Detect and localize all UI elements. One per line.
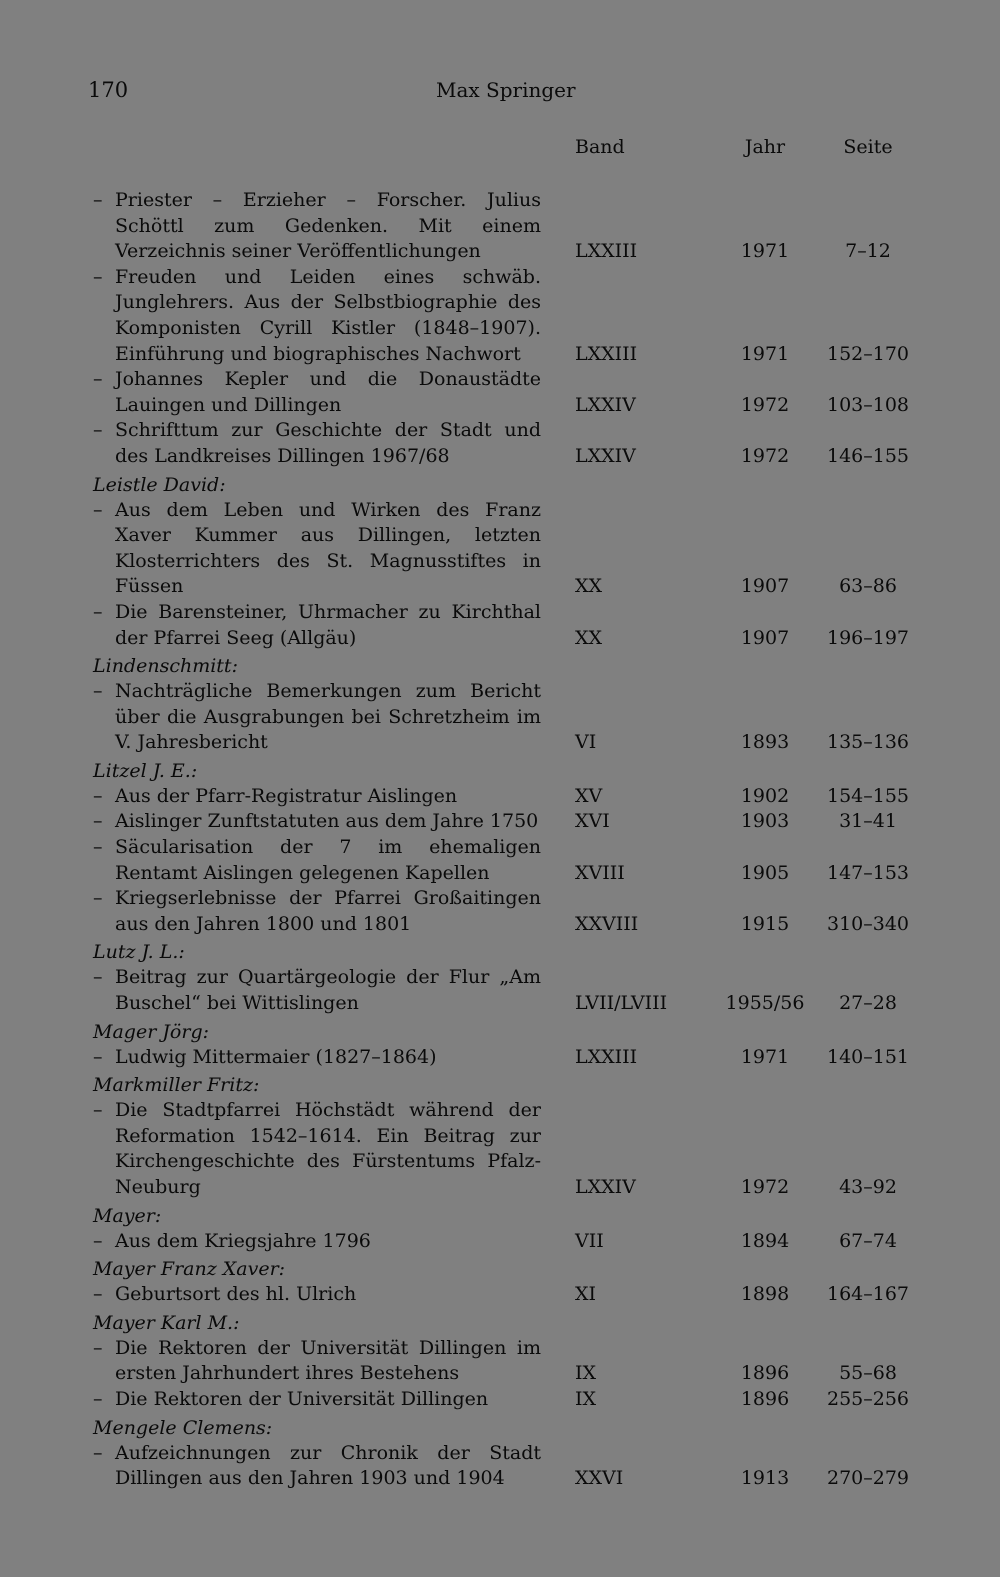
entry-title [93, 265, 541, 367]
entry-seite: 310–340 [826, 912, 910, 935]
entry-seite: 31–41 [839, 810, 897, 833]
bibliography-entry [0, 835, 1000, 886]
entry-jahr: 1972 [740, 444, 790, 467]
entry-dash: – [93, 784, 103, 807]
entry-band: LXXIV [575, 1176, 636, 1198]
entry-seite: 7–12 [845, 240, 891, 263]
entry-seite: 135–136 [826, 731, 910, 754]
entry-title [93, 1387, 541, 1413]
entry-band: VI [575, 731, 597, 754]
entry-band: LXXIV [575, 393, 636, 416]
entry-title [93, 784, 541, 810]
entry-title-text: Geburtsort des hl. Ulrich [115, 1283, 357, 1306]
entry-seite: 43–92 [839, 1176, 897, 1198]
author-heading: Mayer Karl M.: [93, 1311, 240, 1334]
author-heading: Lindenschmitt: [93, 655, 238, 678]
entry-dash: – [93, 966, 103, 989]
bibliography-entry [0, 1441, 1000, 1492]
entry-title-text: Aus dem Leben und Wirken des Franz Xaver Kummer aus Dillingen, letzten Klosterrichters des St. Magnusstiftes in Füssen [115, 498, 541, 598]
author-heading: Mayer Franz Xaver: [93, 1258, 286, 1281]
entry-seite: 154–155 [826, 784, 910, 807]
entry-title-text: Beitrag zur Quartärgeologie der Flur „Am Buschel“ bei Wittislingen [115, 966, 541, 1015]
entry-seite: 255–256 [826, 1387, 910, 1410]
column-header-band: Band [575, 136, 625, 158]
author-heading: Lutz J. L.: [93, 941, 185, 964]
entry-band: IX [575, 1387, 597, 1410]
entry-jahr: 1903 [740, 810, 790, 833]
bibliography-entry [0, 367, 1000, 418]
entry-band: XI [575, 1283, 597, 1306]
entry-title [93, 188, 541, 265]
entry-title-text: Ludwig Mittermaier (1827–1864) [115, 1045, 437, 1068]
bibliography-entry [0, 1282, 1000, 1308]
entry-jahr: 1905 [740, 861, 790, 884]
entry-band: LXXIII [575, 342, 638, 365]
entry-band: XXVI [575, 1467, 624, 1490]
entry-dash: – [93, 368, 103, 391]
entry-jahr: 1907 [740, 575, 790, 598]
entry-jahr: 1896 [740, 1387, 790, 1410]
author-heading: Markmiller Fritz: [93, 1074, 260, 1097]
column-header-seite: Seite [843, 136, 893, 158]
entry-title-text: Die Barensteiner, Uhrmacher zu Kirchthal der Pfarrei Seeg (Allgäu) [115, 600, 541, 649]
entry-jahr: 1893 [740, 731, 790, 754]
bibliography-entry [0, 600, 1000, 651]
bibliography-entry [0, 784, 1000, 810]
entry-title [93, 886, 541, 937]
entry-dash: – [93, 1336, 103, 1359]
entry-band: LXXIII [575, 1045, 638, 1068]
entry-title [93, 965, 541, 1016]
entry-dash: – [93, 498, 103, 521]
entry-dash: – [93, 810, 103, 833]
entry-dash: – [93, 836, 103, 859]
author-heading: Litzel J. E.: [93, 759, 198, 782]
author-heading: Leistle David: [93, 473, 226, 496]
entry-title [93, 809, 541, 835]
author-heading: Mayer: [93, 1204, 162, 1227]
entry-band: XVIII [575, 861, 625, 884]
entry-seite: 55–68 [839, 1362, 897, 1385]
entry-seite: 147–153 [826, 861, 910, 884]
entry-title-text: Säcularisation der 7 im ehemaligen Rentamt Aislingen gelegenen Kapellen [115, 836, 541, 884]
page-header [0, 78, 1000, 106]
column-headers [0, 136, 1000, 162]
bibliography-entry [0, 1229, 1000, 1255]
entry-seite: 164–167 [826, 1283, 910, 1306]
entry-title [93, 1098, 541, 1200]
entry-seite: 146–155 [826, 444, 910, 467]
entry-jahr: 1971 [740, 342, 790, 365]
entry-band: LVII/LVIII [575, 992, 668, 1015]
entry-jahr: 1972 [740, 1176, 790, 1198]
entry-title-text: Aus der Pfarr-Registratur Aislingen [115, 784, 458, 807]
entry-seite: 63–86 [839, 575, 897, 598]
bibliography-entry [0, 418, 1000, 469]
entry-band: LXXIV [575, 444, 636, 467]
entry-title [93, 418, 541, 469]
entry-title-text: Die Rektoren der Universität Dillingen im ersten Jahrhundert ihres Bestehens [115, 1336, 541, 1385]
bibliography-entry [0, 1045, 1000, 1071]
entry-title-text: Johannes Kepler und die Donaustädte Lauingen und Dillingen [115, 368, 541, 416]
entry-title [93, 600, 541, 651]
entry-dash: – [93, 419, 103, 442]
entry-dash: – [93, 887, 103, 910]
entry-band: XVI [575, 810, 610, 833]
entry-title [93, 1229, 541, 1255]
entry-title-text: Schrifttum zur Geschichte der Stadt und des Landkreises Dillingen 1967/68 [115, 419, 541, 467]
entry-dash: – [93, 1045, 103, 1068]
entry-title-text: Kriegserlebnisse der Pfarrei Großaitingen aus den Jahren 1800 und 1801 [115, 887, 541, 935]
entry-title-text: Aus dem Kriegsjahre 1796 [115, 1229, 371, 1252]
entry-jahr: 1894 [740, 1229, 790, 1252]
bibliography-entry [0, 886, 1000, 937]
running-title: Max Springer [436, 78, 576, 102]
entry-jahr: 1898 [740, 1283, 790, 1306]
entry-dash: – [93, 1441, 103, 1464]
column-header-jahr: Jahr [744, 136, 786, 158]
entry-title-text: Die Rektoren der Universität Dillingen [115, 1387, 489, 1410]
entry-band: XXVIII [575, 912, 639, 935]
bibliography-entry [0, 965, 1000, 1016]
entry-jahr: 1896 [740, 1362, 790, 1385]
bibliography-list [0, 188, 1000, 1492]
entry-seite: 196–197 [826, 626, 910, 649]
entry-jahr: 1955/56 [725, 992, 805, 1015]
entry-jahr: 1902 [740, 784, 790, 807]
entry-title [93, 498, 541, 600]
entry-jahr: 1915 [740, 912, 790, 935]
page-number: 170 [88, 78, 129, 102]
entry-title-text: Freuden und Leiden eines schwäb. Junglehrers. Aus der Selbstbiographie des Komponisten Cyrill Kistler (1848–1907). Einführung und biographisches Nachwort [115, 265, 541, 365]
entry-title [93, 835, 541, 886]
bibliography-entry [0, 1336, 1000, 1387]
entry-band: XX [575, 626, 603, 649]
entry-title [93, 1282, 541, 1308]
entry-band: XV [575, 784, 603, 807]
entry-title [93, 1045, 541, 1071]
entry-title-text: Nachträgliche Bemerkungen zum Bericht über die Ausgrabungen bei Schretzheim im V. Jahresbericht [115, 680, 541, 754]
entry-title-text: Aislinger Zunftstatuten aus dem Jahre 1750 [115, 810, 539, 833]
bibliography-entry [0, 188, 1000, 265]
entry-seite: 67–74 [839, 1229, 897, 1252]
entry-jahr: 1913 [740, 1467, 790, 1490]
entry-band: LXXIII [575, 240, 638, 263]
entry-seite: 152–170 [826, 342, 910, 365]
bibliography-entry [0, 1387, 1000, 1413]
entry-seite: 103–108 [826, 393, 910, 416]
bibliography-entry [0, 498, 1000, 600]
author-heading: Mager Jörg: [93, 1020, 210, 1043]
entry-band: IX [575, 1362, 597, 1385]
entry-band: XX [575, 575, 603, 598]
entry-jahr: 1971 [740, 240, 790, 263]
entry-title [93, 1336, 541, 1387]
entry-title [93, 367, 541, 418]
entry-band: VII [575, 1229, 604, 1252]
bibliography-entry [0, 679, 1000, 756]
entry-dash: – [93, 189, 103, 211]
bibliography-entry [0, 265, 1000, 367]
entry-seite: 140–151 [826, 1045, 910, 1068]
entry-title-text: Aufzeichnungen zur Chronik der Stadt Dillingen aus den Jahren 1903 und 1904 [115, 1441, 541, 1490]
entry-seite: 27–28 [839, 992, 897, 1015]
entry-seite: 270–279 [826, 1467, 910, 1490]
entry-title [93, 1441, 541, 1492]
author-heading: Mengele Clemens: [93, 1416, 273, 1439]
entry-dash: – [93, 265, 103, 288]
entry-dash: – [93, 1099, 103, 1122]
entry-dash: – [93, 600, 103, 623]
entry-dash: – [93, 1229, 103, 1252]
entry-title [93, 679, 541, 756]
entry-title-text: Die Stadtpfarrei Höchstädt während der Reformation 1542–1614. Ein Beitrag zur Kirchengeschichte des Fürstentums Pfalz-Neuburg [115, 1099, 541, 1198]
entry-jahr: 1972 [740, 393, 790, 416]
entry-jahr: 1971 [740, 1045, 790, 1068]
entry-dash: – [93, 1283, 103, 1306]
bibliography-entry [0, 1098, 1000, 1200]
entry-title-text: Priester – Erzieher – Forscher. Julius Schöttl zum Gedenken. Mit einem Verzeichnis seiner Veröffentlichungen [115, 189, 541, 263]
entry-dash: – [93, 1387, 103, 1410]
bibliography-entry [0, 809, 1000, 835]
entry-dash: – [93, 680, 103, 703]
entry-jahr: 1907 [740, 626, 790, 649]
